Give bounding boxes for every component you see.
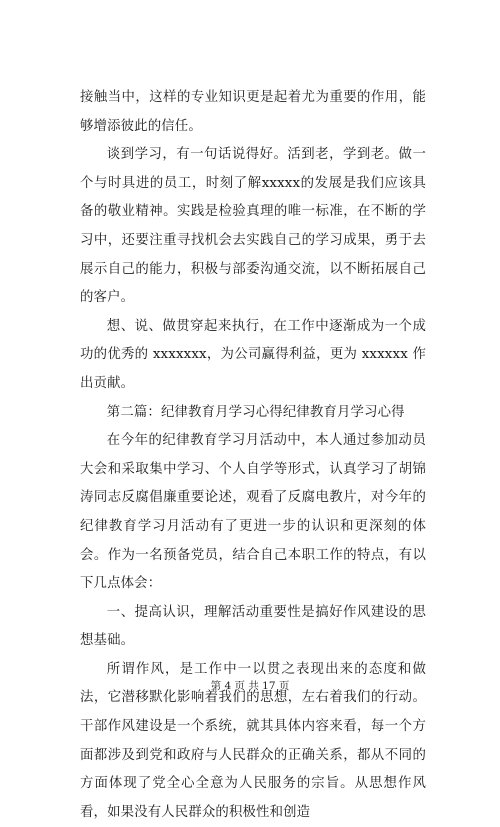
page-footer: 第 4 页 共 17 页 [210, 680, 290, 692]
paragraph-2: 谈到学习，有一句话说得好。活到老，学到老。做一个与时具进的员工，时刻了解xxxxx的发展是我们应该具备的敬业精神。实践是检验真理的唯一标准，在不断的学习中，还要注重寻找机会去实践自己的学习成果，勇于去展示自己的能力，积极与部委沟通交流，以不断拓展自己的客户。 [80, 147, 426, 306]
paragraph-5: 在今年的纪律教育学习月活动中，本人通过参加动员大会和采取集中学习、个人自学等形式，认真学习了胡锦涛同志反腐倡廉重要论述，观看了反腐电教片，对今年的纪律教育学习月活动有了更进一步的认识和更深刻的体会。作为一名预备党员，结合自己本职工作的特点，有以下几点体会： [80, 433, 426, 592]
section-heading: 第二篇：纪律教育月学习心得纪律教育月学习心得 [106, 404, 405, 420]
paragraph-1: 接触当中，这样的专业知识更是起着尤为重要的作用，能够增添彼此的信任。 [80, 90, 426, 134]
paragraph-3: 想、说、做贯穿起来执行，在工作中逐渐成为一个成功的优秀的 xxxxxxx，为公司赢得利益，更为 xxxxxx 作出贡献。 [80, 318, 426, 391]
document-body [80, 84, 426, 827]
paragraph-7: 所谓作风，是工作中一以贯之表现出来的态度和做法，它潜移默化影响着我们的思想，左右着我们的行动。干部作风建设是一个系统，就其具体内容来看，每一个方面都涉及到党和政府与人民群众的正确关系，都从不同的方面体现了党全心全意为人民服务的宗旨。从思想作风看，如果没有人民群众的积极性和创造 [80, 661, 426, 820]
subheading-point-1: 一、提高认识，理解活动重要性是搞好作风建设的思想基础。 [80, 604, 426, 649]
